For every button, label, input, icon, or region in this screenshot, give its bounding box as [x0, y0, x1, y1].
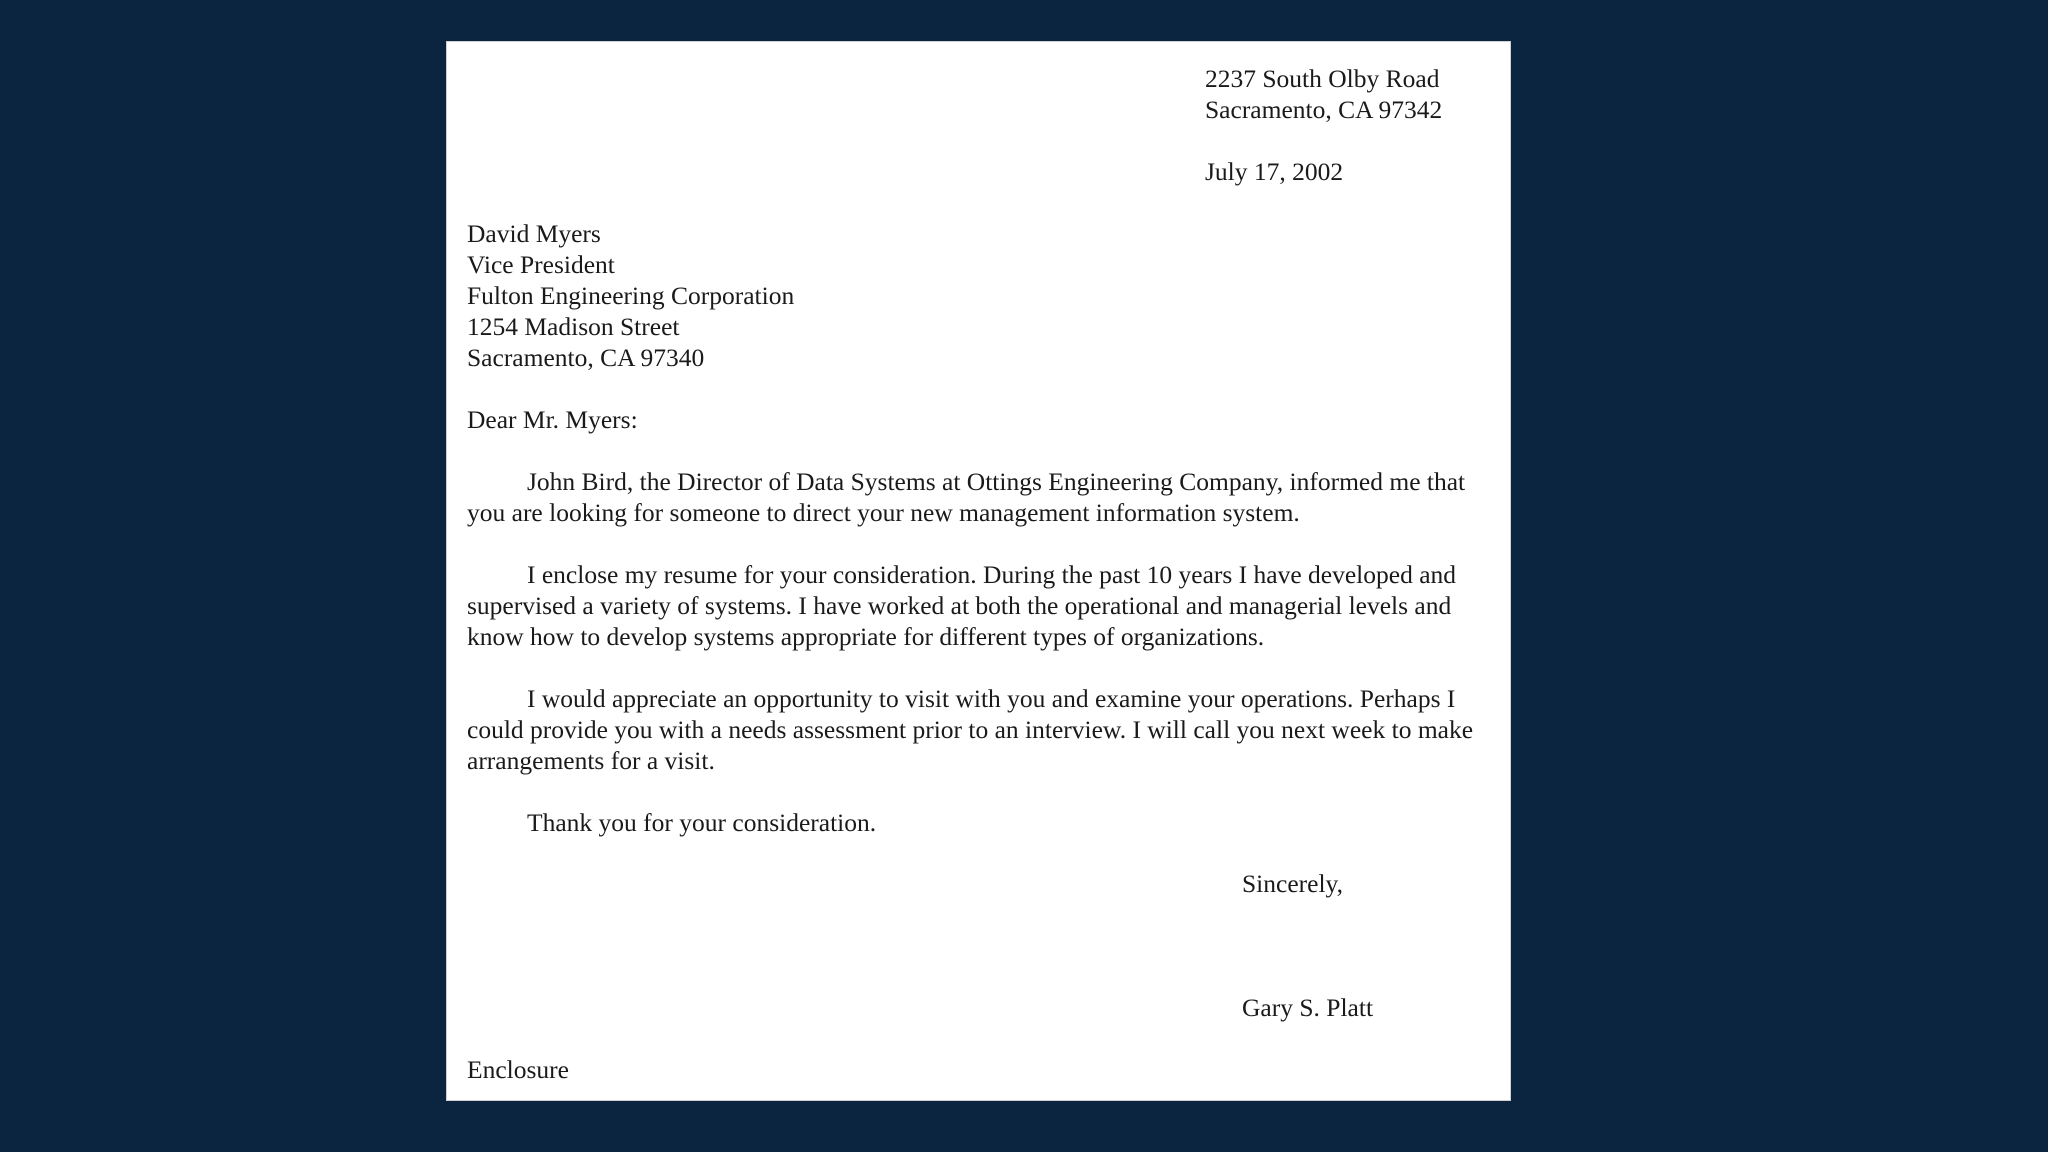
enclosure-note: Enclosure	[467, 1055, 569, 1084]
body-paragraph-4: Thank you for your consideration.	[527, 808, 877, 837]
recipient-address	[467, 218, 794, 373]
body-paragraph-1: John Bird, the Director of Data Systems at Ottings Engineering Company, informed me that you are looking for someone to direct your new management information system.	[467, 467, 1466, 527]
recipient-company: Fulton Engineering Corporation	[467, 281, 795, 310]
body-paragraph-2: I enclose my resume for your consideration. During the past 10 years I have developed and supervised a variety of systems. I have worked at both the operational and managerial levels and know how to develop systems appropriate for different types of organizations.	[467, 560, 1457, 651]
body-paragraph-3: I would appreciate an opportunity to visit with you and examine your operations. Perhaps I could provide you with a needs assessment prior to an interview. I will call you next week to make arrangements for a visit.	[467, 684, 1474, 775]
recipient-name: David Myers	[467, 219, 601, 248]
closing: Sincerely,	[1242, 869, 1344, 898]
letter-date: July 17, 2002	[1205, 157, 1344, 186]
signer-name: Gary S. Platt	[1242, 993, 1374, 1022]
recipient-street: 1254 Madison Street	[467, 312, 680, 341]
letter-page	[446, 41, 1511, 1101]
recipient-city: Sacramento, CA 97340	[467, 343, 705, 372]
recipient-title: Vice President	[467, 250, 615, 279]
salutation: Dear Mr. Myers:	[467, 405, 638, 434]
sender-address-line-2: Sacramento, CA 97342	[1205, 95, 1443, 124]
letter-body	[467, 466, 1497, 869]
sender-address	[1205, 63, 1442, 125]
sender-address-line-1: 2237 South Olby Road	[1205, 64, 1440, 93]
